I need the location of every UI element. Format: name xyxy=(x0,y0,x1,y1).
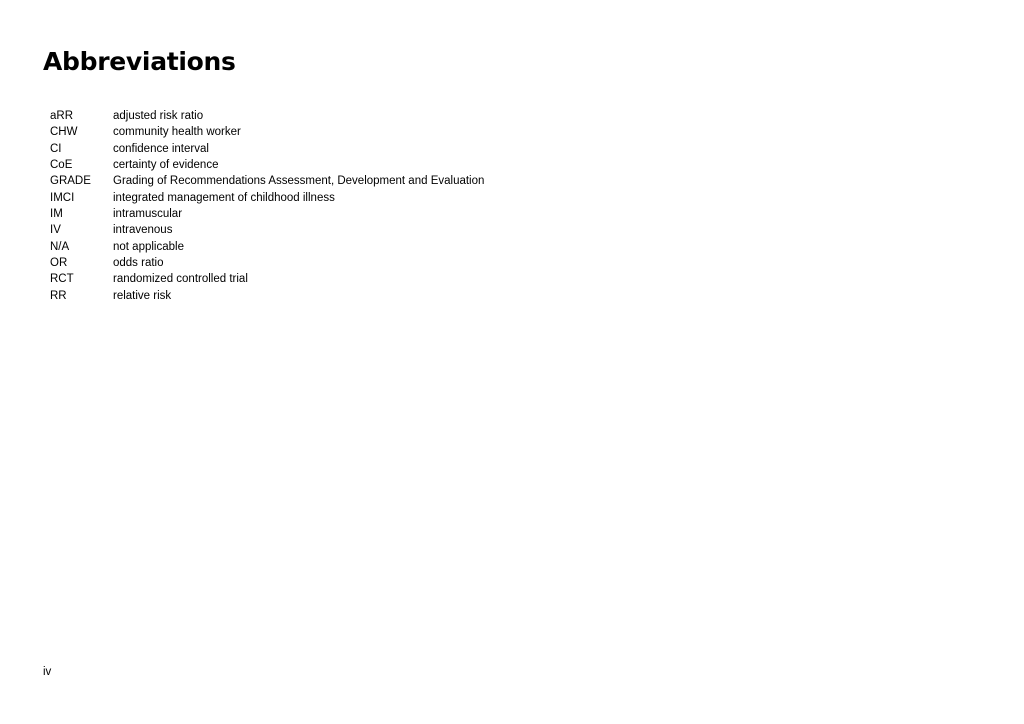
abbreviation-definition: adjusted risk ratio xyxy=(113,110,204,122)
abbreviation-row xyxy=(50,255,484,271)
abbreviation-row xyxy=(50,173,484,189)
abbreviation-row xyxy=(50,239,484,255)
abbreviation-row xyxy=(50,206,484,222)
abbreviation-term: RCT xyxy=(50,273,74,286)
page-number: iv xyxy=(43,666,52,678)
abbreviation-row xyxy=(50,190,484,206)
abbreviation-term: aRR xyxy=(50,110,74,122)
abbreviation-row xyxy=(50,157,484,173)
abbreviation-definition: Grading of Recommendations Assessment, Development and Evaluation xyxy=(113,175,485,188)
abbreviation-definition: not applicable xyxy=(113,240,184,253)
abbreviation-term: IV xyxy=(50,224,61,237)
abbreviation-definition: randomized controlled trial xyxy=(113,273,248,286)
abbreviation-row xyxy=(50,271,484,287)
abbreviation-definition: odds ratio xyxy=(113,257,164,270)
abbreviation-row xyxy=(50,108,484,124)
abbreviation-term: IM xyxy=(50,208,63,221)
abbreviation-term: IMCI xyxy=(50,191,75,204)
abbreviation-definition: certainty of evidence xyxy=(113,159,219,172)
abbreviation-row xyxy=(50,222,484,238)
page-title: Abbreviations xyxy=(43,47,236,76)
abbreviation-definition: intravenous xyxy=(113,224,173,237)
abbreviation-row xyxy=(50,288,484,304)
abbreviation-row xyxy=(50,124,484,140)
abbreviation-term: CI xyxy=(50,142,62,155)
abbreviation-term: OR xyxy=(50,257,68,270)
abbreviation-term: CoE xyxy=(50,159,73,172)
abbreviation-term: GRADE xyxy=(50,175,91,188)
abbreviation-definition: intramuscular xyxy=(113,208,183,221)
abbreviation-term: CHW xyxy=(50,126,78,139)
abbreviation-definition: integrated management of childhood illness xyxy=(113,191,335,204)
abbreviation-term: N/A xyxy=(50,240,70,253)
abbreviation-term: RR xyxy=(50,289,67,302)
abbreviation-definition: relative risk xyxy=(113,289,172,302)
abbreviation-list xyxy=(50,108,484,304)
abbreviation-definition: confidence interval xyxy=(113,142,209,155)
abbreviation-row xyxy=(50,141,484,157)
abbreviation-definition: community health worker xyxy=(113,126,241,139)
